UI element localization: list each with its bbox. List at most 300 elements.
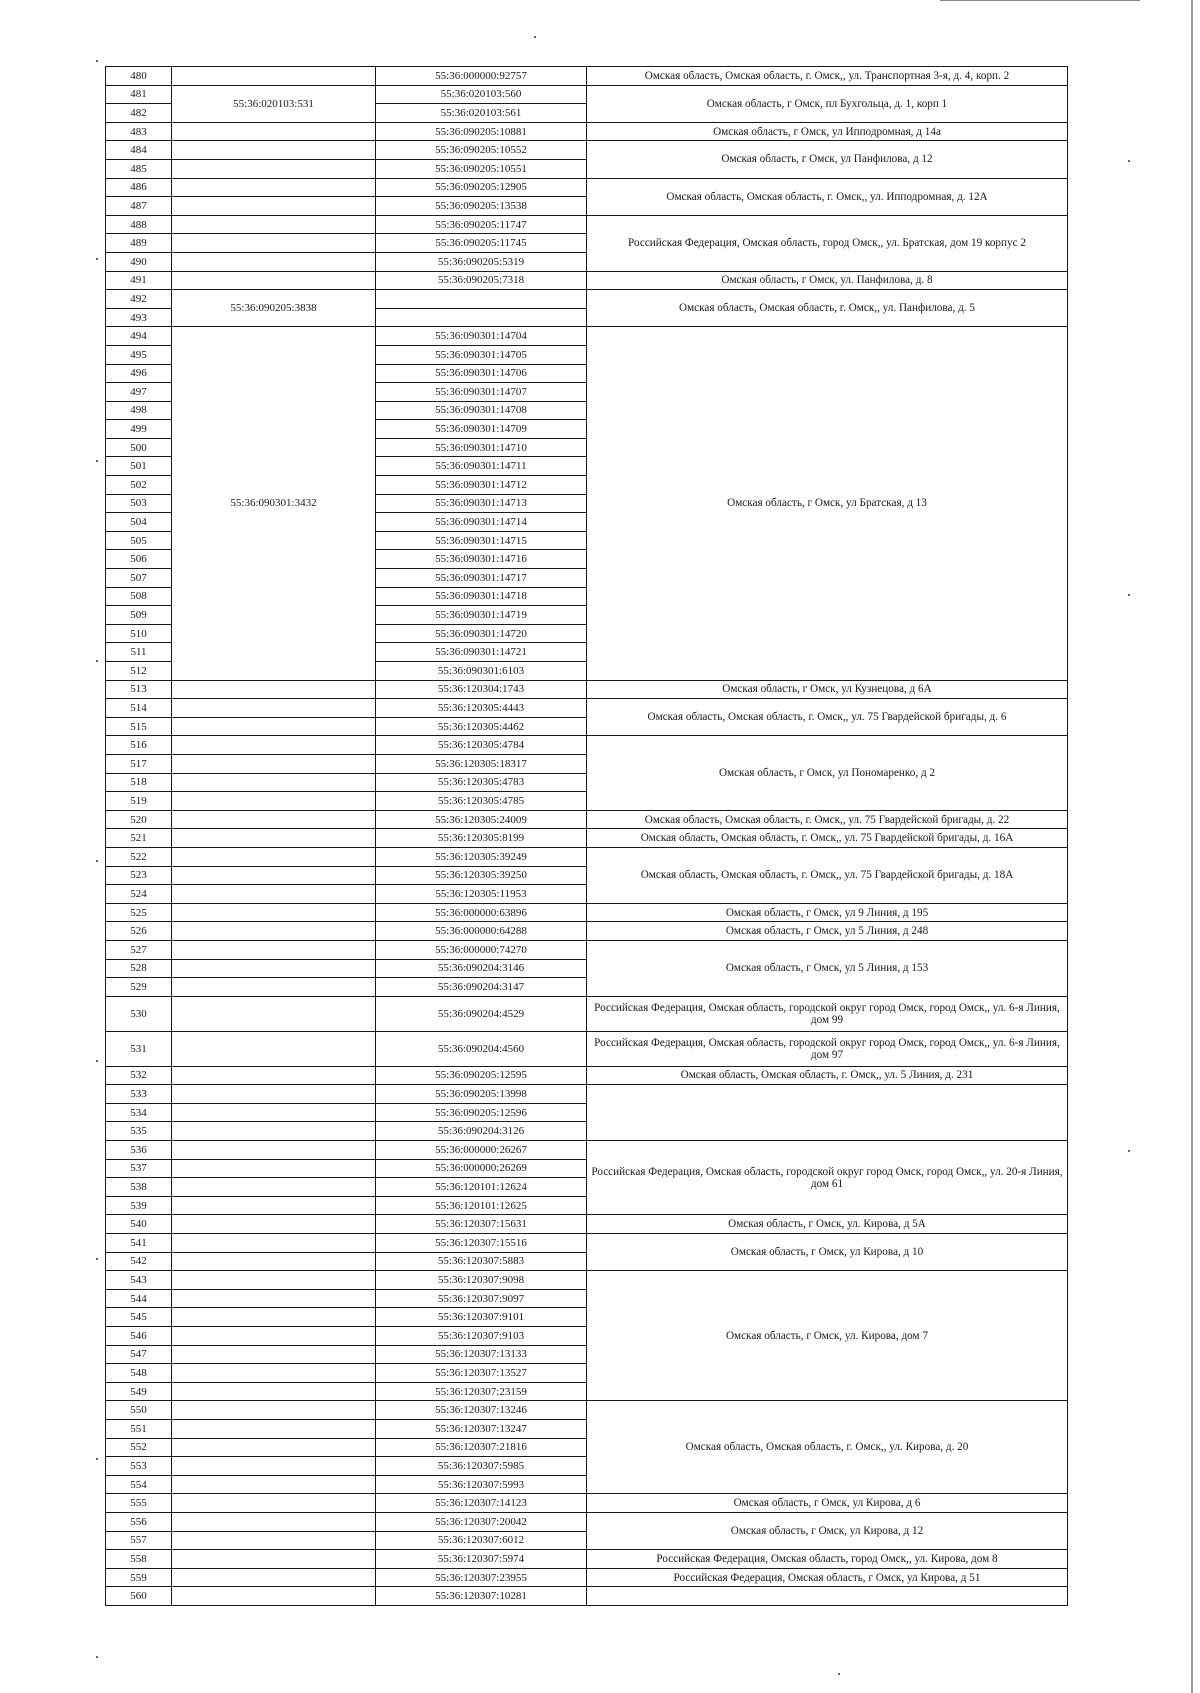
- table-row: [106, 829, 1068, 848]
- cadastral-number-cell: 55:36:120305:39249: [376, 847, 587, 866]
- parent-cadastral-number-cell: [172, 903, 376, 922]
- table-body: [106, 67, 1068, 1606]
- parent-cadastral-number-cell: [172, 1252, 376, 1271]
- parent-cadastral-number-cell: [172, 1568, 376, 1587]
- parent-cadastral-number-cell: [172, 940, 376, 959]
- row-number-cell: 540: [106, 1215, 172, 1234]
- address-cell: Омская область, Омская область, г. Омск,, ул. Панфилова, д. 5: [587, 290, 1068, 327]
- parent-cadastral-number-cell: [172, 829, 376, 848]
- row-number-cell: 526: [106, 922, 172, 941]
- parent-cadastral-number-cell: [172, 1327, 376, 1346]
- cadastral-number-cell: 55:36:090205:12596: [376, 1103, 587, 1122]
- row-number-cell: 503: [106, 494, 172, 513]
- address-cell: [587, 1587, 1068, 1606]
- parent-cadastral-number-cell: [172, 1178, 376, 1197]
- row-number-cell: 494: [106, 327, 172, 346]
- row-number-cell: 534: [106, 1103, 172, 1122]
- address-cell: Российская Федерация, Омская область, городской округ город Омск, город Омск,, ул. 6-я Линия, дом 97: [587, 1031, 1068, 1066]
- row-number-cell: 549: [106, 1382, 172, 1401]
- cadastral-number-cell: 55:36:090205:5319: [376, 252, 587, 271]
- row-number-cell: 531: [106, 1031, 172, 1066]
- cadastral-number-cell: 55:36:120305:4783: [376, 773, 587, 792]
- parent-cadastral-number-cell: [172, 1234, 376, 1253]
- parent-cadastral-number-cell: [172, 1382, 376, 1401]
- address-cell: Омская область, г Омск, ул. Кирова, дом 7: [587, 1271, 1068, 1401]
- address-cell: Российская Федерация, Омская область, город Омск,, ул. Братская, дом 19 корпус 2: [587, 215, 1068, 271]
- address-cell: Омская область, г Омск, ул Братская, д 13: [587, 327, 1068, 680]
- table-row: [106, 699, 1068, 718]
- row-number-cell: 521: [106, 829, 172, 848]
- address-cell: Российская Федерация, Омская область, городской округ город Омск, город Омск,, ул. 6-я Линия, дом 99: [587, 996, 1068, 1031]
- table-row: [106, 922, 1068, 941]
- row-number-cell: 481: [106, 85, 172, 104]
- parent-cadastral-number-cell: [172, 922, 376, 941]
- cadastral-number-cell: 55:36:000000:63896: [376, 903, 587, 922]
- address-cell: Омская область, г Омск, ул Пономаренко, д 2: [587, 736, 1068, 810]
- table-row: [106, 1234, 1068, 1253]
- row-number-cell: 490: [106, 252, 172, 271]
- parent-cadastral-number-cell: [172, 773, 376, 792]
- row-number-cell: 504: [106, 513, 172, 532]
- cadastral-number-cell: 55:36:000000:74270: [376, 940, 587, 959]
- cadastral-number-cell: 55:36:120307:15631: [376, 1215, 587, 1234]
- row-number-cell: 548: [106, 1364, 172, 1383]
- scan-speck: [1128, 1150, 1130, 1152]
- row-number-cell: 510: [106, 624, 172, 643]
- scan-speck: [1128, 160, 1130, 162]
- table-row: [106, 1066, 1068, 1085]
- parent-cadastral-number-cell: [172, 1457, 376, 1476]
- address-cell: Омская область, Омская область, г. Омск,, ул. Кирова, д. 20: [587, 1401, 1068, 1494]
- cadastral-number-cell: 55:36:090301:14718: [376, 587, 587, 606]
- row-number-cell: 516: [106, 736, 172, 755]
- row-number-cell: 552: [106, 1438, 172, 1457]
- table-row: [106, 271, 1068, 290]
- address-cell: Омская область, Омская область, г. Омск,, ул. 75 Гвардейской бригады, д. 16А: [587, 829, 1068, 848]
- cadastral-number-cell: 55:36:090301:14704: [376, 327, 587, 346]
- table-row: [106, 1401, 1068, 1420]
- parent-cadastral-number-cell: [172, 1401, 376, 1420]
- cadastral-number-cell: 55:36:120305:4462: [376, 717, 587, 736]
- parent-cadastral-number-cell: [172, 271, 376, 290]
- scan-speck: [1128, 594, 1130, 596]
- cadastral-number-cell: [376, 290, 587, 309]
- cadastral-number-cell: 55:36:090301:14709: [376, 420, 587, 439]
- row-number-cell: 508: [106, 587, 172, 606]
- row-number-cell: 538: [106, 1178, 172, 1197]
- address-cell: Омская область, г Омск, пл Бухгольца, д. 1, корп 1: [587, 85, 1068, 122]
- row-number-cell: 541: [106, 1234, 172, 1253]
- row-number-cell: 532: [106, 1066, 172, 1085]
- parent-cadastral-number-cell: [172, 1512, 376, 1531]
- row-number-cell: 533: [106, 1085, 172, 1104]
- cadastral-number-cell: 55:36:090301:14712: [376, 476, 587, 495]
- table-row: [106, 1568, 1068, 1587]
- table-row: [106, 736, 1068, 755]
- table-row: [106, 1141, 1068, 1160]
- table-row: [106, 122, 1068, 141]
- address-cell: Российская Федерация, Омская область, город Омск,, ул. Кирова, дом 8: [587, 1550, 1068, 1569]
- cadastral-number-cell: [376, 308, 587, 327]
- scan-speck: [534, 36, 536, 38]
- cadastral-number-cell: 55:36:120307:23159: [376, 1382, 587, 1401]
- row-number-cell: 555: [106, 1494, 172, 1513]
- address-cell: Омская область, г Омск, ул Кирова, д 10: [587, 1234, 1068, 1271]
- address-cell: Омская область, г Омск, ул Ипподромная, д 14а: [587, 122, 1068, 141]
- cadastral-number-cell: 55:36:090301:14716: [376, 550, 587, 569]
- cadastral-number-cell: 55:36:090205:10881: [376, 122, 587, 141]
- row-number-cell: 546: [106, 1327, 172, 1346]
- parent-cadastral-number-cell: [172, 1271, 376, 1290]
- row-number-cell: 556: [106, 1512, 172, 1531]
- cadastral-number-cell: 55:36:020103:561: [376, 104, 587, 123]
- table-row: [106, 940, 1068, 959]
- parent-cadastral-number-cell: [172, 717, 376, 736]
- cadastral-number-cell: 55:36:000000:26269: [376, 1159, 587, 1178]
- table-row: [106, 847, 1068, 866]
- cadastral-number-cell: 55:36:120304:1743: [376, 680, 587, 699]
- cadastral-number-cell: 55:36:120307:5883: [376, 1252, 587, 1271]
- row-number-cell: 524: [106, 885, 172, 904]
- row-number-cell: 542: [106, 1252, 172, 1271]
- parent-cadastral-number-cell: [172, 1308, 376, 1327]
- parent-cadastral-number-cell: [172, 1215, 376, 1234]
- row-number-cell: 557: [106, 1531, 172, 1550]
- parent-cadastral-number-cell: [172, 1289, 376, 1308]
- row-number-cell: 500: [106, 438, 172, 457]
- table-row: [106, 810, 1068, 829]
- cadastral-number-cell: 55:36:120307:5993: [376, 1475, 587, 1494]
- parent-cadastral-number-cell: [172, 996, 376, 1031]
- parent-cadastral-number-cell: 55:36:020103:531: [172, 85, 376, 122]
- table-row: [106, 903, 1068, 922]
- parent-cadastral-number-cell: [172, 215, 376, 234]
- parent-cadastral-number-cell: [172, 1122, 376, 1141]
- address-cell: Омская область, г Омск, ул Кирова, д 6: [587, 1494, 1068, 1513]
- row-number-cell: 499: [106, 420, 172, 439]
- table-row: [106, 290, 1068, 309]
- table-row: [106, 1587, 1068, 1606]
- parent-cadastral-number-cell: [172, 866, 376, 885]
- parent-cadastral-number-cell: [172, 680, 376, 699]
- address-cell: Омская область, г Омск, ул 5 Линия, д 248: [587, 922, 1068, 941]
- row-number-cell: 517: [106, 754, 172, 773]
- parent-cadastral-number-cell: [172, 736, 376, 755]
- cadastral-number-cell: 55:36:090204:4529: [376, 996, 587, 1031]
- cadastral-number-cell: 55:36:120307:14123: [376, 1494, 587, 1513]
- row-number-cell: 501: [106, 457, 172, 476]
- cadastral-number-cell: 55:36:090301:14720: [376, 624, 587, 643]
- cadastral-number-cell: 55:36:090205:13998: [376, 1085, 587, 1104]
- address-cell: Омская область, г Омск, ул. Кирова, д 5А: [587, 1215, 1068, 1234]
- cadastral-number-cell: 55:36:120307:5974: [376, 1550, 587, 1569]
- row-number-cell: 489: [106, 234, 172, 253]
- row-number-cell: 512: [106, 662, 172, 681]
- cadastral-number-cell: 55:36:120307:15516: [376, 1234, 587, 1253]
- row-number-cell: 528: [106, 959, 172, 978]
- address-cell: Омская область, г Омск, ул Кузнецова, д 6А: [587, 680, 1068, 699]
- address-cell: Омская область, г Омск, ул 9 Линия, д 195: [587, 903, 1068, 922]
- scan-speck: [96, 1656, 98, 1658]
- table-row: [106, 1550, 1068, 1569]
- row-number-cell: 537: [106, 1159, 172, 1178]
- cadastral-number-cell: 55:36:090205:10551: [376, 159, 587, 178]
- row-number-cell: 505: [106, 531, 172, 550]
- parent-cadastral-number-cell: [172, 1031, 376, 1066]
- scan-speck: [96, 1458, 98, 1460]
- row-number-cell: 523: [106, 866, 172, 885]
- row-number-cell: 539: [106, 1196, 172, 1215]
- parent-cadastral-number-cell: [172, 1438, 376, 1457]
- scan-top-line: [940, 0, 1140, 1]
- address-cell: Омская область, г Омск, ул Панфилова, д 12: [587, 141, 1068, 178]
- address-cell: Омская область, Омская область, г. Омск,, ул. 75 Гвардейской бригады, д. 6: [587, 699, 1068, 736]
- cadastral-number-cell: 55:36:120101:12625: [376, 1196, 587, 1215]
- address-cell: Российская Федерация, Омская область, г Омск, ул Кирова, д 51: [587, 1568, 1068, 1587]
- parent-cadastral-number-cell: [172, 978, 376, 997]
- parent-cadastral-number-cell: [172, 252, 376, 271]
- table-row: [106, 1215, 1068, 1234]
- row-number-cell: 535: [106, 1122, 172, 1141]
- scan-speck: [96, 1060, 98, 1062]
- parent-cadastral-number-cell: [172, 1066, 376, 1085]
- table-row: [106, 1031, 1068, 1066]
- cadastral-number-cell: 55:36:120307:13246: [376, 1401, 587, 1420]
- cadastral-number-cell: 55:36:090301:14705: [376, 345, 587, 364]
- cadastral-number-cell: 55:36:090205:12905: [376, 178, 587, 197]
- table-row: [106, 1494, 1068, 1513]
- table-row: [106, 1512, 1068, 1531]
- cadastral-number-cell: 55:36:090205:11745: [376, 234, 587, 253]
- address-cell: [587, 1085, 1068, 1141]
- scan-speck: [838, 1673, 840, 1675]
- row-number-cell: 560: [106, 1587, 172, 1606]
- row-number-cell: 511: [106, 643, 172, 662]
- row-number-cell: 525: [106, 903, 172, 922]
- row-number-cell: 491: [106, 271, 172, 290]
- cadastral-number-cell: 55:36:120307:23955: [376, 1568, 587, 1587]
- parent-cadastral-number-cell: [172, 1103, 376, 1122]
- address-cell: Омская область, Омская область, г. Омск,, ул. Ипподромная, д. 12А: [587, 178, 1068, 215]
- parent-cadastral-number-cell: [172, 67, 376, 86]
- parent-cadastral-number-cell: [172, 1494, 376, 1513]
- row-number-cell: 529: [106, 978, 172, 997]
- address-cell: Омская область, г Омск, ул 5 Линия, д 153: [587, 940, 1068, 996]
- cadastral-number-cell: 55:36:090205:12595: [376, 1066, 587, 1085]
- parent-cadastral-number-cell: [172, 1475, 376, 1494]
- parent-cadastral-number-cell: [172, 1587, 376, 1606]
- row-number-cell: 498: [106, 401, 172, 420]
- cadastral-number-cell: 55:36:120305:39250: [376, 866, 587, 885]
- row-number-cell: 551: [106, 1419, 172, 1438]
- cadastral-number-cell: 55:36:090301:14711: [376, 457, 587, 476]
- parent-cadastral-number-cell: [172, 1345, 376, 1364]
- row-number-cell: 547: [106, 1345, 172, 1364]
- scan-speck: [96, 1258, 98, 1260]
- cadastral-number-cell: 55:36:090204:3126: [376, 1122, 587, 1141]
- row-number-cell: 558: [106, 1550, 172, 1569]
- table-row: [106, 67, 1068, 86]
- cadastral-number-cell: 55:36:120307:9101: [376, 1308, 587, 1327]
- parent-cadastral-number-cell: [172, 122, 376, 141]
- cadastral-number-cell: 55:36:000000:64288: [376, 922, 587, 941]
- cadastral-number-cell: 55:36:120307:20042: [376, 1512, 587, 1531]
- row-number-cell: 492: [106, 290, 172, 309]
- row-number-cell: 543: [106, 1271, 172, 1290]
- row-number-cell: 507: [106, 569, 172, 588]
- row-number-cell: 513: [106, 680, 172, 699]
- cadastral-number-cell: 55:36:120305:24009: [376, 810, 587, 829]
- row-number-cell: 553: [106, 1457, 172, 1476]
- parent-cadastral-number-cell: [172, 792, 376, 811]
- address-cell: Омская область, Омская область, г. Омск,, ул. 5 Линия, д. 231: [587, 1066, 1068, 1085]
- cadastral-number-cell: 55:36:090301:14706: [376, 364, 587, 383]
- cadastral-number-cell: 55:36:090301:14713: [376, 494, 587, 513]
- cadastral-number-cell: 55:36:120101:12624: [376, 1178, 587, 1197]
- table-row: [106, 215, 1068, 234]
- parent-cadastral-number-cell: [172, 699, 376, 718]
- row-number-cell: 502: [106, 476, 172, 495]
- row-number-cell: 514: [106, 699, 172, 718]
- row-number-cell: 518: [106, 773, 172, 792]
- row-number-cell: 488: [106, 215, 172, 234]
- cadastral-number-cell: 55:36:090204:4560: [376, 1031, 587, 1066]
- row-number-cell: 483: [106, 122, 172, 141]
- scan-speck: [96, 660, 98, 662]
- table-row: [106, 178, 1068, 197]
- row-number-cell: 550: [106, 1401, 172, 1420]
- row-number-cell: 559: [106, 1568, 172, 1587]
- row-number-cell: 527: [106, 940, 172, 959]
- scan-edge-line: [1191, 0, 1193, 1693]
- row-number-cell: 554: [106, 1475, 172, 1494]
- cadastral-number-cell: 55:36:090301:14721: [376, 643, 587, 662]
- parent-cadastral-number-cell: 55:36:090205:3838: [172, 290, 376, 327]
- row-number-cell: 544: [106, 1289, 172, 1308]
- parent-cadastral-number-cell: [172, 754, 376, 773]
- table-row: [106, 141, 1068, 160]
- cadastral-number-cell: 55:36:120307:5985: [376, 1457, 587, 1476]
- row-number-cell: 530: [106, 996, 172, 1031]
- scan-speck: [96, 860, 98, 862]
- row-number-cell: 506: [106, 550, 172, 569]
- address-cell: Омская область, Омская область, г. Омск,, ул. 75 Гвардейской бригады, д. 18А: [587, 847, 1068, 903]
- cadastral-number-cell: 55:36:120307:13133: [376, 1345, 587, 1364]
- cadastral-number-cell: 55:36:090205:10552: [376, 141, 587, 160]
- row-number-cell: 519: [106, 792, 172, 811]
- parent-cadastral-number-cell: [172, 1531, 376, 1550]
- row-number-cell: 482: [106, 104, 172, 123]
- cadastral-number-cell: 55:36:090301:14715: [376, 531, 587, 550]
- address-cell: Омская область, Омская область, г. Омск,, ул. 75 Гвардейской бригады, д. 22: [587, 810, 1068, 829]
- cadastral-number-cell: 55:36:000000:26267: [376, 1141, 587, 1160]
- cadastral-number-cell: 55:36:090301:14710: [376, 438, 587, 457]
- parent-cadastral-number-cell: [172, 847, 376, 866]
- cadastral-number-cell: 55:36:120307:10281: [376, 1587, 587, 1606]
- row-number-cell: 515: [106, 717, 172, 736]
- cadastral-number-cell: 55:36:120307:9098: [376, 1271, 587, 1290]
- cadastral-number-cell: 55:36:120305:4784: [376, 736, 587, 755]
- cadastral-number-cell: 55:36:090301:14707: [376, 383, 587, 402]
- parent-cadastral-number-cell: [172, 959, 376, 978]
- parent-cadastral-number-cell: [172, 141, 376, 160]
- row-number-cell: 509: [106, 606, 172, 625]
- parent-cadastral-number-cell: [172, 1159, 376, 1178]
- address-cell: Омская область, г Омск, ул Кирова, д 12: [587, 1512, 1068, 1549]
- cadastral-number-cell: 55:36:120307:13527: [376, 1364, 587, 1383]
- parent-cadastral-number-cell: [172, 1550, 376, 1569]
- row-number-cell: 520: [106, 810, 172, 829]
- parent-cadastral-number-cell: [172, 1141, 376, 1160]
- cadastral-number-cell: 55:36:090205:7318: [376, 271, 587, 290]
- row-number-cell: 487: [106, 197, 172, 216]
- parent-cadastral-number-cell: [172, 810, 376, 829]
- scan-speck: [96, 60, 98, 62]
- table-row: [106, 85, 1068, 104]
- cadastral-number-cell: 55:36:090301:14708: [376, 401, 587, 420]
- parent-cadastral-number-cell: [172, 1085, 376, 1104]
- parent-cadastral-number-cell: 55:36:090301:3432: [172, 327, 376, 680]
- table-row: [106, 680, 1068, 699]
- parent-cadastral-number-cell: [172, 178, 376, 197]
- table-row: [106, 996, 1068, 1031]
- cadastral-number-cell: 55:36:090205:11747: [376, 215, 587, 234]
- row-number-cell: 497: [106, 383, 172, 402]
- row-number-cell: 545: [106, 1308, 172, 1327]
- cadastral-register-table: [105, 66, 1068, 1606]
- cadastral-number-cell: 55:36:000000:92757: [376, 67, 587, 86]
- cadastral-number-cell: 55:36:120307:9097: [376, 1289, 587, 1308]
- parent-cadastral-number-cell: [172, 234, 376, 253]
- row-number-cell: 484: [106, 141, 172, 160]
- cadastral-number-cell: 55:36:090205:13538: [376, 197, 587, 216]
- scan-speck: [96, 460, 98, 462]
- cadastral-number-cell: 55:36:120305:11953: [376, 885, 587, 904]
- cadastral-number-cell: 55:36:120307:21816: [376, 1438, 587, 1457]
- row-number-cell: 495: [106, 345, 172, 364]
- table-row: [106, 1271, 1068, 1290]
- cadastral-number-cell: 55:36:120305:8199: [376, 829, 587, 848]
- row-number-cell: 536: [106, 1141, 172, 1160]
- row-number-cell: 486: [106, 178, 172, 197]
- cadastral-number-cell: 55:36:020103:560: [376, 85, 587, 104]
- parent-cadastral-number-cell: [172, 197, 376, 216]
- cadastral-number-cell: 55:36:090301:14717: [376, 569, 587, 588]
- cadastral-number-cell: 55:36:090301:14714: [376, 513, 587, 532]
- table-row: [106, 327, 1068, 346]
- cadastral-number-cell: 55:36:120305:18317: [376, 754, 587, 773]
- parent-cadastral-number-cell: [172, 1364, 376, 1383]
- cadastral-number-cell: 55:36:120307:13247: [376, 1419, 587, 1438]
- table-row: [106, 1085, 1068, 1104]
- cadastral-number-cell: 55:36:090301:14719: [376, 606, 587, 625]
- row-number-cell: 496: [106, 364, 172, 383]
- cadastral-number-cell: 55:36:090204:3146: [376, 959, 587, 978]
- address-cell: Омская область, Омская область, г. Омск,, ул. Транспортная 3-я, д. 4, корп. 2: [587, 67, 1068, 86]
- row-number-cell: 493: [106, 308, 172, 327]
- parent-cadastral-number-cell: [172, 159, 376, 178]
- cadastral-number-cell: 55:36:120307:6012: [376, 1531, 587, 1550]
- parent-cadastral-number-cell: [172, 885, 376, 904]
- row-number-cell: 480: [106, 67, 172, 86]
- cadastral-number-cell: 55:36:120307:9103: [376, 1327, 587, 1346]
- scan-speck: [96, 258, 98, 260]
- cadastral-number-cell: 55:36:120305:4785: [376, 792, 587, 811]
- row-number-cell: 485: [106, 159, 172, 178]
- parent-cadastral-number-cell: [172, 1196, 376, 1215]
- parent-cadastral-number-cell: [172, 1419, 376, 1438]
- cadastral-number-cell: 55:36:090204:3147: [376, 978, 587, 997]
